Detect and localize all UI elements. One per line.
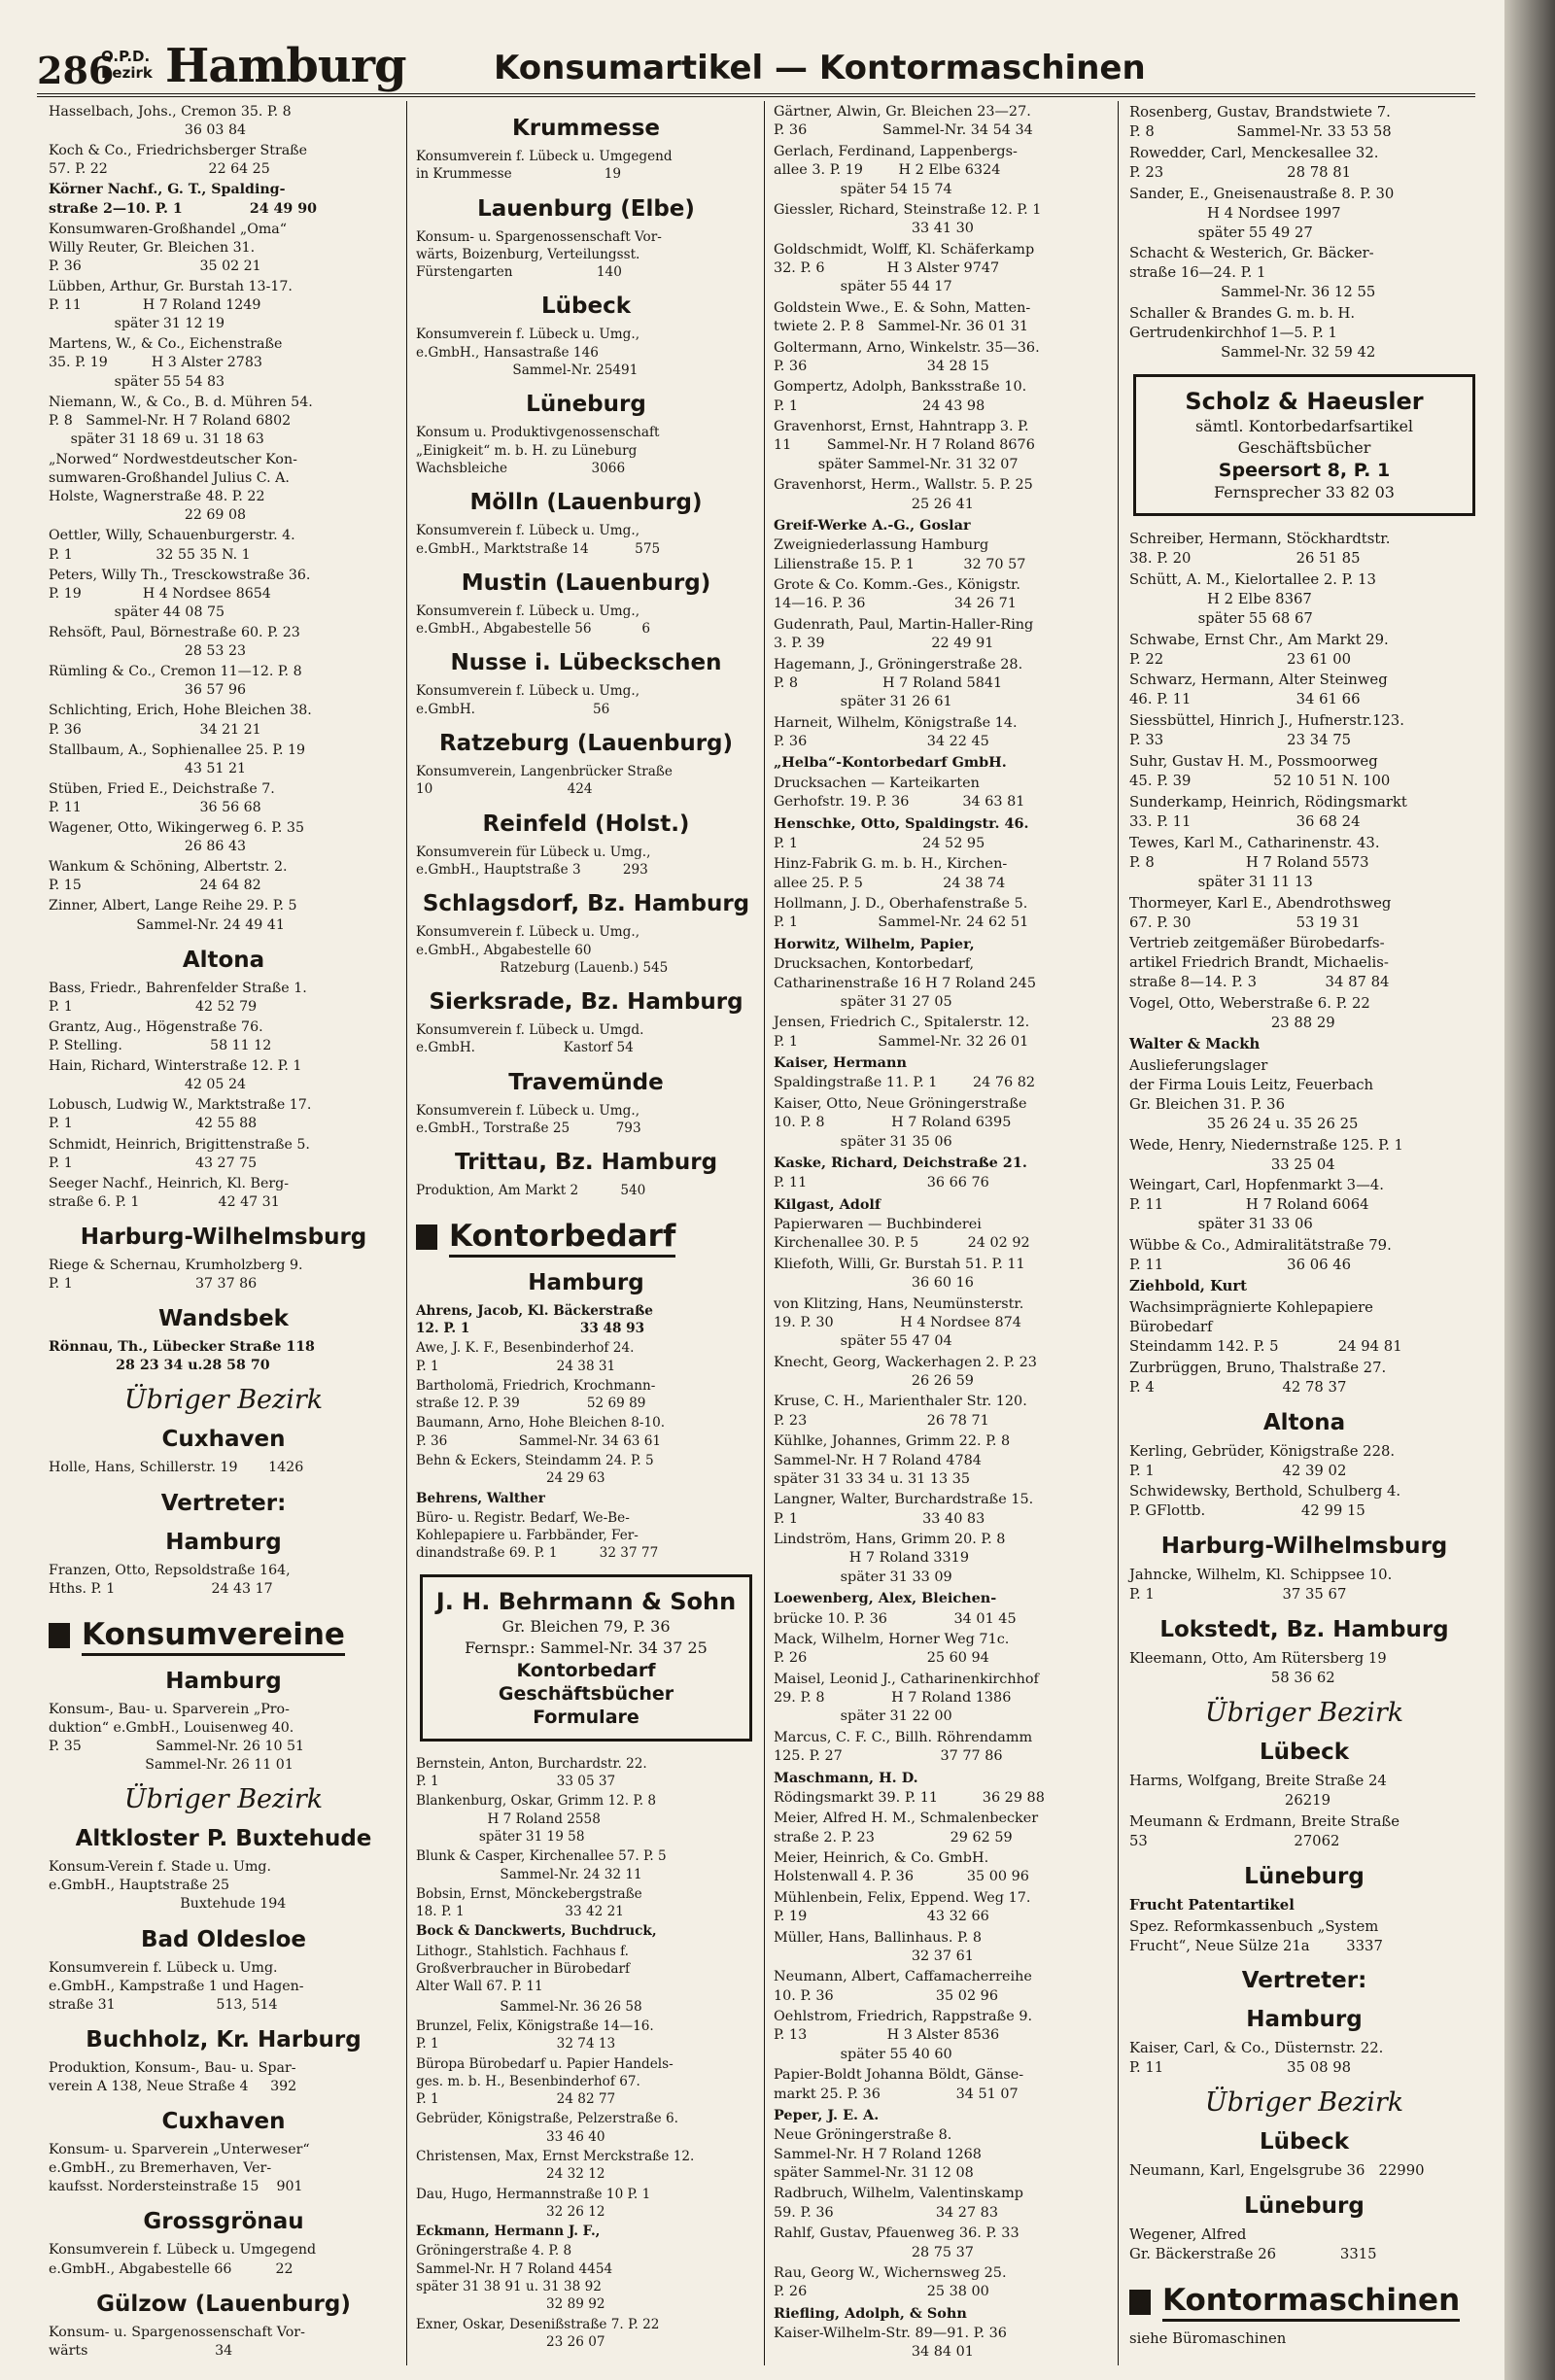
listing-entry: Schacht & Westerich, Gr. Bäcker- straße 16—24. P. 1 Sammel-Nr. 36 12 55 xyxy=(1129,245,1376,301)
listing-entry: Oehlstrom, Friedrich, Rappstraße 9. P. 13 H 3 Alster 8536 später 55 40 60 xyxy=(774,2009,1033,2062)
column-divider xyxy=(406,101,407,2365)
section-heading-italic: Übriger Bezirk xyxy=(123,1385,324,1416)
listing-entry-bold: Peper, J. E. A. xyxy=(774,2106,880,2123)
listing-entry: Goldstein Wwe., E. & Sohn, Matten- twiete 2. P. 8 Sammel-Nr. 36 01 31 xyxy=(774,299,1031,335)
listing-entry: Rödingsmarkt 39. P. 11 36 29 88 xyxy=(774,1789,1045,1806)
page-header xyxy=(37,37,1475,95)
listing-entry: Büro- u. Registr. Bedarf, We-Be- Kohlepapiere u. Farbbänder, Fer- dinandstraße 69. P. 1 32 37 77 xyxy=(416,1509,659,1562)
listing-entry: Oettler, Willy, Schauenburgerstr. 4. P. 1 32 55 35 N. 1 xyxy=(49,528,295,563)
listing-entry: Thormeyer, Karl E., Abendrothsweg 67. P. 30 53 19 31 xyxy=(1129,894,1392,931)
listing-entry: Konsum- u. Spargenossenschaft Vor- wärts, Boizenburg, Verteilungsst. Fürstengarten 140 xyxy=(416,228,662,281)
listing-entry: siehe Büromaschinen xyxy=(1129,2330,1287,2348)
listing-entry: Bass, Friedr., Bahrenfelder Straße 1. P. 1 42 52 79 xyxy=(49,980,307,1015)
column-1 xyxy=(49,103,398,2363)
listing-entry: Produktion, Konsum-, Bau- u. Spar- verein A 138, Neue Straße 4 392 xyxy=(49,2059,297,2094)
listing-entry: von Klitzing, Hans, Neumünsterstr. 19. P. 30 H 4 Nordsee 874 später 55 47 04 xyxy=(774,1295,1024,1350)
listing-entry: Vogel, Otto, Weberstraße 6. P. 22 23 88 29 xyxy=(1129,995,1370,1032)
section-heading: Lüneburg xyxy=(526,392,646,418)
listing-entry: Rowedder, Carl, Menckesallee 32. P. 23 28 78 81 xyxy=(1129,144,1379,181)
section-heading: Lüneburg xyxy=(1244,2193,1365,2220)
section-heading: Hamburg xyxy=(528,1269,644,1295)
section-heading: Lübeck xyxy=(1259,1740,1350,1765)
section-heading: Altona xyxy=(1262,1409,1346,1435)
listing-entry: Mack, Wilhelm, Horner Weg 71c. P. 26 25 60 94 xyxy=(774,1631,1010,1667)
page-edge-shadow xyxy=(1504,0,1555,2380)
section-heading: Hamburg xyxy=(165,1668,282,1694)
listing-entry: Meier, Heinrich, & Co. GmbH. Holstenwall 4. P. 36 35 00 96 xyxy=(774,1850,1029,1885)
listing-entry: Dau, Hugo, Hermannstraße 10 P. 1 32 26 12 xyxy=(416,2186,651,2220)
section-heading-italic: Übriger Bezirk xyxy=(123,1784,324,1815)
listing-entry: Holle, Hans, Schillerstr. 19 1426 xyxy=(49,1460,304,1476)
listing-entry: Weingart, Carl, Hopfenmarkt 3—4. P. 11 H 7 Roland 6064 später 31 33 06 xyxy=(1129,1177,1385,1233)
ad-line: Fernsprecher 33 82 03 xyxy=(1214,482,1395,501)
listing-entry: Meumann & Erdmann, Breite Straße 53 27062 xyxy=(1129,1812,1400,1849)
listing-entry-bold: Riefling, Adolph, & Sohn xyxy=(774,2304,967,2322)
listing-entry: Wankum & Schöning, Albertstr. 2. P. 15 24 64 82 xyxy=(49,859,288,894)
listing-entry: Gebrüder, Königstraße, Pelzerstraße 6. 33 46 40 xyxy=(416,2111,678,2145)
column-2 xyxy=(416,103,756,2353)
category-heading xyxy=(49,1616,398,1656)
listing-entry: Kruse, C. H., Marienthaler Str. 120. P. 23 26 78 71 xyxy=(774,1394,1027,1429)
listing-entry: Behn & Eckers, Steindamm 24. P. 5 24 29 63 xyxy=(416,1452,654,1487)
listing-entry: Lübben, Arthur, Gr. Burstah 13-17. P. 11 H 7 Roland 1249 später 31 12 19 xyxy=(49,278,293,332)
listing-entry: Lobusch, Ludwig W., Marktstraße 17. P. 1 42 55 88 xyxy=(49,1097,312,1132)
listing-entry: Konsumverein f. Lübeck u. Umg., e.GmbH., Hansastraße 146 Sammel-Nr. 25491 xyxy=(416,327,640,379)
listing-entry: Gärtner, Alwin, Gr. Bleichen 23—27. P. 36 Sammel-Nr. 34 54 34 xyxy=(774,104,1033,139)
section-heading-italic: Übriger Bezirk xyxy=(1204,1698,1404,1728)
listing-entry: Schreiber, Hermann, Stöckhardtstr. 38. P. 20 26 51 85 xyxy=(1129,530,1391,567)
listing-entry: Kaiser, Otto, Neue Gröningerstraße 10. P. 8 H 7 Roland 6395 später 31 35 06 xyxy=(774,1095,1027,1150)
listing-entry: Jensen, Friedrich C., Spitalerstr. 12. P. 1 Sammel-Nr. 32 26 01 xyxy=(774,1015,1030,1050)
listing-entry: Rümling & Co., Cremon 11—12. P. 8 36 57 96 xyxy=(49,664,302,699)
section-heading: Lauenburg (Elbe) xyxy=(477,195,695,222)
ad-title: J. H. Behrmann & Sohn xyxy=(435,1587,737,1615)
listing-entry: Maisel, Leonid J., Catharinenkirchhof 29. P. 8 H 7 Roland 1386 später 31 22 00 xyxy=(774,1671,1039,1725)
category-title: Konsumvereine xyxy=(82,1616,345,1656)
running-head: Konsumartikel — Kontormaschinen xyxy=(494,49,1146,87)
section-heading: Krummesse xyxy=(511,116,661,141)
section-heading: Bad Oldesloe xyxy=(141,1926,306,1952)
category-marker-icon xyxy=(416,1224,437,1250)
listing-entry: Jahncke, Wilhelm, Kl. Schippsee 10. P. 1 37 35 67 xyxy=(1129,1567,1393,1604)
listing-entry: Vertrieb zeitgemäßer Bürobedarfs- artikel Friedrich Brandt, Michaelis- straße 8—14. P. 3 34 87 84 xyxy=(1129,935,1390,991)
ad-line: Geschäftsbücher xyxy=(1237,437,1371,457)
listing-entry: Spaldingstraße 11. P. 1 24 76 82 xyxy=(774,1075,1036,1091)
listing-entry: brücke 10. P. 36 34 01 45 xyxy=(774,1610,1017,1627)
listing-entry: Hasselbach, Johs., Cremon 35. P. 8 36 03 84 xyxy=(49,104,292,139)
listing-entry: Niemann, W., & Co., B. d. Mühren 54. P. 8 Sammel-Nr. H 7 Roland 6802 später 31 18 69 u. 31 18 63 xyxy=(49,394,313,447)
category-marker-icon xyxy=(49,1623,70,1648)
ad-line: sämtl. Kontorbedarfsartikel xyxy=(1194,416,1414,435)
column-4 xyxy=(1129,103,1479,2351)
listing-entry-bold: Behrens, Walther xyxy=(416,1490,545,1506)
listing-entry: Schwarz, Hermann, Alter Steinweg 46. P. 11 34 61 66 xyxy=(1129,672,1388,708)
listing-entry: Wegener, Alfred Gr. Bäckerstraße 26 3315 xyxy=(1129,2226,1377,2263)
category-heading xyxy=(1129,2282,1479,2322)
listing-entry: Brunzel, Felix, Königstraße 14—16. P. 1 32 74 13 xyxy=(416,2018,654,2052)
listing-entry: Kaiser-Wilhelm-Str. 89—91. P. 36 34 84 01 xyxy=(774,2326,1007,2361)
listing-entry: Marcus, C. F. C., Billh. Röhrendamm 125. P. 27 37 77 86 xyxy=(774,1729,1033,1765)
listing-entry: Seeger Nachf., Heinrich, Kl. Berg- straße 6. P. 1 42 47 31 xyxy=(49,1175,290,1210)
listing-entry: Sander, E., Gneisenaustraße 8. P. 30 H 4 Nordsee 1997 später 55 49 27 xyxy=(1129,185,1395,241)
listing-entry-bold: Henschke, Otto, Spaldingstr. 46. xyxy=(774,814,1029,832)
section-heading: Wandsbek xyxy=(158,1306,289,1332)
listing-entry: Auslieferungslager der Firma Louis Leitz, Feuerbach Gr. Bleichen 31. P. 36 35 26 24 u. 35 26 25 xyxy=(1129,1056,1374,1132)
listing-entry-bold: Eckmann, Hermann J. F., xyxy=(416,2224,601,2240)
advertisement-box xyxy=(1133,374,1475,516)
listing-entry-bold: Greif-Werke A.-G., Goslar xyxy=(774,516,971,534)
listing-entry: Stüben, Fried E., Deichstraße 7. P. 11 36 56 68 xyxy=(49,780,275,815)
listing-entry-bold: Walter & Mackh xyxy=(1129,1036,1261,1053)
listing-entry: Blunk & Casper, Kirchenallee 57. P. 5 Sammel-Nr. 24 32 11 xyxy=(416,1848,667,1882)
listing-entry: Wübbe & Co., Admiralitätstraße 79. P. 11 36 06 46 xyxy=(1129,1237,1392,1274)
section-heading: Nusse i. Lübeckschen xyxy=(450,650,722,676)
listing-entry: Zurbrüggen, Bruno, Thalstraße 27. P. 4 42 78 37 xyxy=(1129,1359,1387,1396)
listing-entry: Müller, Hans, Ballinhaus. P. 8 32 37 61 xyxy=(774,1929,983,1964)
listing-entry: P. 11 36 66 76 xyxy=(774,1175,989,1191)
listing-entry: Konsumwaren-Großhandel „Oma“ Willy Reuter, Gr. Bleichen 31. P. 36 35 02 21 xyxy=(49,221,288,274)
listing-entry: Schütt, A. M., Kielortallee 2. P. 13 H 2 Elbe 8367 später 55 68 67 xyxy=(1129,570,1376,627)
ad-highlight: Kontorbedarf xyxy=(516,1659,656,1681)
section-heading: Cuxhaven xyxy=(161,2109,286,2135)
listing-entry: Schmidt, Heinrich, Brigittenstraße 5. P. 1 43 27 75 xyxy=(49,1136,310,1171)
listing-entry-bold: Kaske, Richard, Deichstraße 21. xyxy=(774,1154,1027,1171)
section-heading: Cuxhaven xyxy=(161,1427,286,1453)
listing-entry: Kaiser, Carl, & Co., Düsternstr. 22. P. 11 35 08 98 xyxy=(1129,2040,1384,2077)
ad-highlight: Speersort 8, P. 1 xyxy=(1218,459,1391,481)
header-rule xyxy=(37,93,1475,97)
listing-entry: Gravenhorst, Herm., Wallstr. 5. P. 25 25 26 41 xyxy=(774,477,1033,512)
listing-entry: Kleemann, Otto, Am Rütersberg 19 58 36 62 xyxy=(1129,1650,1387,1687)
listing-entry-bold: Frucht Patentartikel xyxy=(1129,1896,1295,1914)
category-title: Kontormaschinen xyxy=(1162,2282,1460,2322)
listing-entry: Schlichting, Erich, Hohe Bleichen 38. P. 36 34 21 21 xyxy=(49,703,312,738)
listing-entry: Awe, J. K. F., Besenbinderhof 24. P. 1 24 38 31 xyxy=(416,1340,635,1374)
listing-entry: Konsumverein, Langenbrücker Straße 10 424 xyxy=(416,764,673,798)
section-heading-italic: Übriger Bezirk xyxy=(1204,2087,1404,2119)
listing-entry: Rau, Georg W., Wichernsweg 25. P. 26 25 38 00 xyxy=(774,2264,1007,2300)
listing-entry: Exner, Oskar, Desenißstraße 7. P. 22 23 26 07 xyxy=(416,2316,660,2350)
listing-entry: Schwabe, Ernst Chr., Am Markt 29. P. 22 23 61 00 xyxy=(1129,631,1389,668)
section-heading: Mölln (Lauenburg) xyxy=(469,490,703,516)
listing-entry: Konsum- u. Spargenossenschaft Vor- wärts 34 xyxy=(49,2324,305,2359)
listing-entry: Konsumverein f. Lübeck u. Umg. e.GmbH., Kampstraße 1 und Hagen- straße 31 513, 514 xyxy=(49,1959,304,2013)
listing-entry: Hollmann, J. D., Oberhafenstraße 5. P. 1 Sammel-Nr. 24 62 51 xyxy=(774,896,1029,931)
listing-entry-bold: Bock & Danckwerts, Buchdruck, xyxy=(416,1923,657,1940)
listing-entry: Konsumverein f. Lübeck u. Umgd. e.GmbH. Kastorf 54 xyxy=(416,1022,644,1056)
listing-entry: Franzen, Otto, Repsoldstraße 164, Hths. P. 1 24 43 17 xyxy=(49,1562,291,1597)
listing-entry: Schaller & Brandes G. m. b. H. Gertrudenkirchhof 1—5. P. 1 Sammel-Nr. 32 59 42 xyxy=(1129,305,1376,362)
listing-entry: Martens, W., & Co., Eichenstraße 35. P. 19 H 3 Alster 2783 später 55 54 83 xyxy=(49,336,283,390)
section-heading: Trittau, Bz. Hamburg xyxy=(454,1150,718,1176)
listing-entry: Hain, Richard, Winterstraße 12. P. 1 42 05 24 xyxy=(49,1058,302,1093)
listing-entry: Hinz-Fabrik G. m. b. H., Kirchen- allee 25. P. 5 24 38 74 xyxy=(774,856,1008,891)
listing-entry-bold: Maschmann, H. D. xyxy=(774,1769,918,1786)
section-heading: Hamburg xyxy=(165,1529,282,1555)
listing-entry-bold: Ahrens, Jacob, Kl. Bäckerstraße 12. P. 1 33 48 93 xyxy=(416,1302,653,1336)
section-heading: Gülzow (Lauenburg) xyxy=(96,2291,351,2317)
section-heading: Lokstedt, Bz. Hamburg xyxy=(1159,1617,1449,1643)
listing-entry-bold: Ziehbold, Kurt xyxy=(1129,1278,1248,1295)
listing-entry: Produktion, Am Markt 2 540 xyxy=(416,1183,646,1199)
listing-entry: Goltermann, Arno, Winkelstr. 35—36. P. 36 34 28 15 xyxy=(774,339,1040,374)
listing-entry: Blankenburg, Oskar, Grimm 12. P. 8 H 7 Roland 2558 später 31 19 58 xyxy=(416,1793,657,1845)
category-heading xyxy=(416,1218,756,1258)
listing-entry: Rosenberg, Gustav, Brandstwiete 7. P. 8 Sammel-Nr. 33 53 58 xyxy=(1129,104,1392,140)
listing-entry: Gudenrath, Paul, Martin-Haller-Ring 3. P. 39 22 49 91 xyxy=(774,616,1034,652)
listing-entry: Neumann, Albert, Caffamacherreihe 10. P. 36 35 02 96 xyxy=(774,1969,1032,2004)
listing-entry: Harms, Wolfgang, Breite Straße 24 26219 xyxy=(1129,1773,1387,1809)
listing-entry: Suhr, Gustav H. M., Possmoorweg 45. P. 39 52 10 51 N. 100 xyxy=(1129,753,1391,790)
ad-line: Gr. Bleichen 79, P. 36 xyxy=(501,1616,671,1636)
listing-entry: Papier-Boldt Johanna Böldt, Gänse- markt 25. P. 36 34 51 07 xyxy=(774,2067,1024,2102)
section-heading: Altkloster P. Buxtehude xyxy=(75,1826,372,1852)
section-heading: Grossgrönau xyxy=(143,2209,304,2235)
listing-entry: Meier, Alfred H. M., Schmalenbecker straße 2. P. 23 29 62 59 xyxy=(774,1811,1039,1845)
listing-entry: „Norwed“ Nordwestdeutscher Kon- sumwaren-Großhandel Julius C. A. Holste, Wagnerstraße 48. P. 22 22 69 08 xyxy=(49,451,297,524)
listing-entry: Baumann, Arno, Hohe Bleichen 8-10. P. 36 Sammel-Nr. 34 63 61 xyxy=(416,1415,666,1449)
listing-entry: Konsum- u. Sparverein „Unterweser“ e.GmbH., zu Bremerhaven, Ver- kaufsst. Nordersteinstraße 15 901 xyxy=(49,2142,310,2195)
listing-entry: Radbruch, Wilhelm, Valentinskamp 59. P. 36 34 27 83 xyxy=(774,2186,1023,2221)
listing-entry: Konsumverein f. Lübeck u. Umg., e.GmbH. 56 xyxy=(416,683,640,717)
listing-entry-bold: Kilgast, Adolf xyxy=(774,1195,881,1213)
listing-entry: Bartholomä, Friedrich, Krochmann- straße 12. P. 39 52 69 89 xyxy=(416,1377,656,1412)
listing-entry: Grantz, Aug., Högenstraße 76. P. Stelling. 58 11 12 xyxy=(49,1018,272,1054)
listing-entry: Spez. Reformkassenbuch „System Frucht“, Neue Sülze 21a 3337 xyxy=(1129,1917,1383,1954)
district-label-line2: Bezirk xyxy=(101,64,153,82)
section-heading: Sierksrade, Bz. Hamburg xyxy=(429,989,743,1016)
listing-entry: Wachsimprägnierte Kohlepapiere Bürobedarf Steindamm 142. P. 5 24 94 81 xyxy=(1129,1299,1402,1355)
listing-entry: Grote & Co. Komm.-Ges., Königstr. 14—16. P. 36 34 26 71 xyxy=(774,577,1020,612)
section-heading: Reinfeld (Holst.) xyxy=(482,811,690,837)
listing-entry: Goldschmidt, Wolff, Kl. Schäferkamp 32. P. 6 H 3 Alster 9747 später 55 44 17 xyxy=(774,241,1035,295)
listing-entry: Papierwaren — Buchbinderei Kirchenallee 30. P. 5 24 02 92 xyxy=(774,1217,1030,1252)
listing-entry: Konsumverein f. Lübeck u. Umg., e.GmbH., Torstraße 25 793 xyxy=(416,1102,641,1137)
listing-entry: Zweigniederlassung Hamburg Lilienstraße 15. P. 1 32 70 57 xyxy=(774,537,1026,572)
section-heading: Altona xyxy=(182,947,265,973)
listing-entry: Koch & Co., Friedrichsberger Straße 57. P. 22 22 64 25 xyxy=(49,143,308,178)
listing-entry: Giessler, Richard, Steinstraße 12. P. 1 33 41 30 xyxy=(774,201,1042,237)
listing-entry-bold: „Helba“-Kontorbedarf GmbH. xyxy=(774,754,1007,772)
ad-highlight: Formulare xyxy=(533,1706,639,1728)
listing-entry: Kliefoth, Willi, Gr. Burstah 51. P. 11 36 60 16 xyxy=(774,1256,1025,1292)
page-number: 286 xyxy=(37,49,115,92)
listing-entry: Büropa Bürobedarf u. Papier Handels- ges. m. b. H., Besenbinderhof 67. P. 1 24 82 77 xyxy=(416,2055,674,2108)
listing-entry: Kerling, Gebrüder, Königstraße 228. P. 1 42 39 02 xyxy=(1129,1442,1396,1479)
listing-entry: Sammel-Nr. 36 26 58 xyxy=(416,1998,642,2015)
listing-entry: Rahlf, Gustav, Pfauenweg 36. P. 33 28 75 37 xyxy=(774,2225,1019,2260)
listing-entry: Neue Gröningerstraße 8. Sammel-Nr. H 7 Roland 1268 später Sammel-Nr. 31 12 08 xyxy=(774,2127,982,2181)
listing-entry: Riege & Schernau, Krumholzberg 9. P. 1 37 37 86 xyxy=(49,1258,303,1293)
listing-entry: Mühlenbein, Felix, Eppend. Weg 17. P. 19 43 32 66 xyxy=(774,1889,1031,1925)
ad-highlight: Geschäftsbücher xyxy=(498,1682,674,1705)
listing-entry: Siessbüttel, Hinrich J., Hufnerstr.123. P. 33 23 34 75 xyxy=(1129,712,1404,749)
section-heading: Harburg-Wilhelmsburg xyxy=(80,1224,367,1251)
listing-entry-bold: Rönnau, Th., Lübecker Straße 118 28 23 34 u.28 58 70 xyxy=(49,1339,315,1374)
section-heading: Harburg-Wilhelmsburg xyxy=(1160,1534,1448,1560)
column-3 xyxy=(774,103,1112,2364)
listing-entry: Lindström, Hans, Grimm 20. P. 8 H 7 Roland 3319 später 31 33 09 xyxy=(774,1532,1006,1585)
listing-entry: Konsumverein f. Lübeck u. Umgegend in Krummesse 19 xyxy=(416,149,673,183)
city-title: Hamburg xyxy=(165,39,406,93)
listing-entry: Bobsin, Ernst, Mönckebergstraße 18. P. 1 33 42 21 xyxy=(416,1885,642,1920)
section-heading: Travemünde xyxy=(508,1069,664,1095)
section-heading: Vertreter: xyxy=(160,1490,287,1516)
listing-entry: Peters, Willy Th., Tresckowstraße 36. P. 19 H 4 Nordsee 8654 später 44 08 75 xyxy=(49,567,311,620)
listing-entry: Sunderkamp, Heinrich, Rödingsmarkt 33. P. 11 36 68 24 xyxy=(1129,793,1407,830)
listing-entry: Konsumverein f. Lübeck u. Umg., e.GmbH., Abgabestelle 56 6 xyxy=(416,603,651,638)
section-heading: Lübeck xyxy=(540,293,632,320)
listing-entry: Konsumverein f. Lübeck u. Umg., e.GmbH., Marktstraße 14 575 xyxy=(416,523,661,557)
category-title: Kontorbedarf xyxy=(449,1218,675,1258)
listing-entry: Konsumverein f. Lübeck u. Umg., e.GmbH., Abgabestelle 60 Ratzeburg (Lauenb.) 545 xyxy=(416,924,669,976)
listing-entry-bold: Kaiser, Hermann xyxy=(774,1054,907,1071)
listing-entry: Schwidewsky, Berthold, Schulberg 4. P. GFlottb. 42 99 15 xyxy=(1129,1483,1401,1520)
listing-entry-bold: Körner Nachf., G. T., Spalding- straße 2—10. P. 1 24 49 90 xyxy=(49,182,317,217)
section-heading: Lübeck xyxy=(1259,2129,1350,2156)
listing-entry: Konsum-Verein f. Stade u. Umg. e.GmbH., Hauptstraße 25 Buxtehude 194 xyxy=(49,1859,287,1913)
listing-entry: Stallbaum, A., Sophienallee 25. P. 19 43 51 21 xyxy=(49,742,306,776)
listing-entry: Gröningerstraße 4. P. 8 Sammel-Nr. H 7 Roland 4454 später 31 38 91 u. 31 38 92 32 89 92 xyxy=(416,2243,613,2313)
section-heading: Hamburg xyxy=(1246,2007,1363,2033)
section-heading: Ratzeburg (Lauenburg) xyxy=(438,731,734,757)
listing-entry: Konsum-, Bau- u. Sparverein „Pro- duktion“ e.GmbH., Louisenweg 40. P. 35 Sammel-Nr. 26 10 51 Sammel-Nr. 26 11 01 xyxy=(49,1701,305,1774)
listing-entry: Neumann, Karl, Engelsgrube 36 22990 xyxy=(1129,2162,1425,2180)
ad-line: Fernspr.: Sammel-Nr. 34 37 25 xyxy=(465,1638,708,1657)
listing-entry: P. 1 24 52 95 xyxy=(774,835,985,851)
listing-entry: Bernstein, Anton, Burchardstr. 22. P. 1 33 05 37 xyxy=(416,1755,647,1790)
listing-entry-bold: Loewenberg, Alex, Bleichen- xyxy=(774,1590,997,1607)
listing-entry: Wagener, Otto, Wikingerweg 6. P. 35 26 86 43 xyxy=(49,820,304,855)
district-label xyxy=(101,49,153,82)
listing-entry: Konsumverein f. Lübeck u. Umgegend e.GmbH., Abgabestelle 66 22 xyxy=(49,2242,317,2277)
listing-entry: Christensen, Max, Ernst Merckstraße 12. 24 32 12 xyxy=(416,2149,695,2183)
listing-entry: Tewes, Karl M., Catharinenstr. 43. P. 8 H 7 Roland 5573 später 31 11 13 xyxy=(1129,834,1380,890)
listing-entry: Lithogr., Stahlstich. Fachhaus f. Großverbraucher in Bürobedarf Alter Wall 67. P. 11 xyxy=(416,1943,631,1995)
listing-entry: Kühlke, Johannes, Grimm 22. P. 8 Sammel-Nr. H 7 Roland 4784 später 31 33 34 u. 31 13 35 xyxy=(774,1433,1011,1487)
listing-entry: Hagemann, J., Gröningerstraße 28. P. 8 H 7 Roland 5841 später 31 26 61 xyxy=(774,656,1023,710)
section-heading: Vertreter: xyxy=(1241,1968,1367,1994)
listing-entry: Langner, Walter, Burchardstraße 15. P. 1 33 40 83 xyxy=(774,1492,1034,1527)
section-heading: Buchholz, Kr. Harburg xyxy=(86,2026,362,2052)
listing-entry: Wede, Henry, Niedernstraße 125. P. 1 33 25 04 xyxy=(1129,1136,1403,1173)
listing-entry: Harneit, Wilhelm, Königstraße 14. P. 36 34 22 45 xyxy=(774,714,1018,749)
listing-entry: Gompertz, Adolph, Banksstraße 10. P. 1 24 43 98 xyxy=(774,379,1027,414)
column-divider xyxy=(1118,101,1119,2365)
listing-entry: Gravenhorst, Ernst, Hahntrapp 3. P. 11 Sammel-Nr. H 7 Roland 8676 später Sammel-Nr. 31 32 07 xyxy=(774,419,1035,472)
section-heading: Mustin (Lauenburg) xyxy=(461,569,711,596)
advertisement-box xyxy=(420,1574,752,1742)
ad-title: Scholz & Haeusler xyxy=(1185,387,1424,415)
district-label-line1: O.P.D. xyxy=(101,48,151,65)
column-divider xyxy=(764,101,765,2365)
listing-entry: Zinner, Albert, Lange Reihe 29. P. 5 Sammel-Nr. 24 49 41 xyxy=(49,898,297,933)
listing-entry: Gerlach, Ferdinand, Lappenbergs- allee 3. P. 19 H 2 Elbe 6324 später 54 15 74 xyxy=(774,143,1018,197)
listing-entry: Drucksachen, Kontorbedarf, Catharinenstraße 16 H 7 Roland 245 später 31 27 05 xyxy=(774,956,1037,1010)
listing-entry: Knecht, Georg, Wackerhagen 2. P. 23 26 26 59 xyxy=(774,1354,1037,1389)
listing-entry: Konsum u. Produktivgenossenschaft „Einigkeit“ m. b. H. zu Lüneburg Wachsbleiche 3066 xyxy=(416,425,660,476)
listing-entry: Drucksachen — Karteikarten Gerhofstr. 19. P. 36 34 63 81 xyxy=(774,775,1025,811)
category-marker-icon xyxy=(1129,2290,1151,2315)
listing-entry: Rehsöft, Paul, Börnestraße 60. P. 23 28 53 23 xyxy=(49,624,300,660)
section-heading: Lüneburg xyxy=(1244,1863,1365,1889)
section-heading: Schlagsdorf, Bz. Hamburg xyxy=(422,891,750,917)
listing-entry-bold: Horwitz, Wilhelm, Papier, xyxy=(774,935,975,952)
listing-entry: Konsumverein für Lübeck u. Umg., e.GmbH., Hauptstraße 3 293 xyxy=(416,844,651,878)
